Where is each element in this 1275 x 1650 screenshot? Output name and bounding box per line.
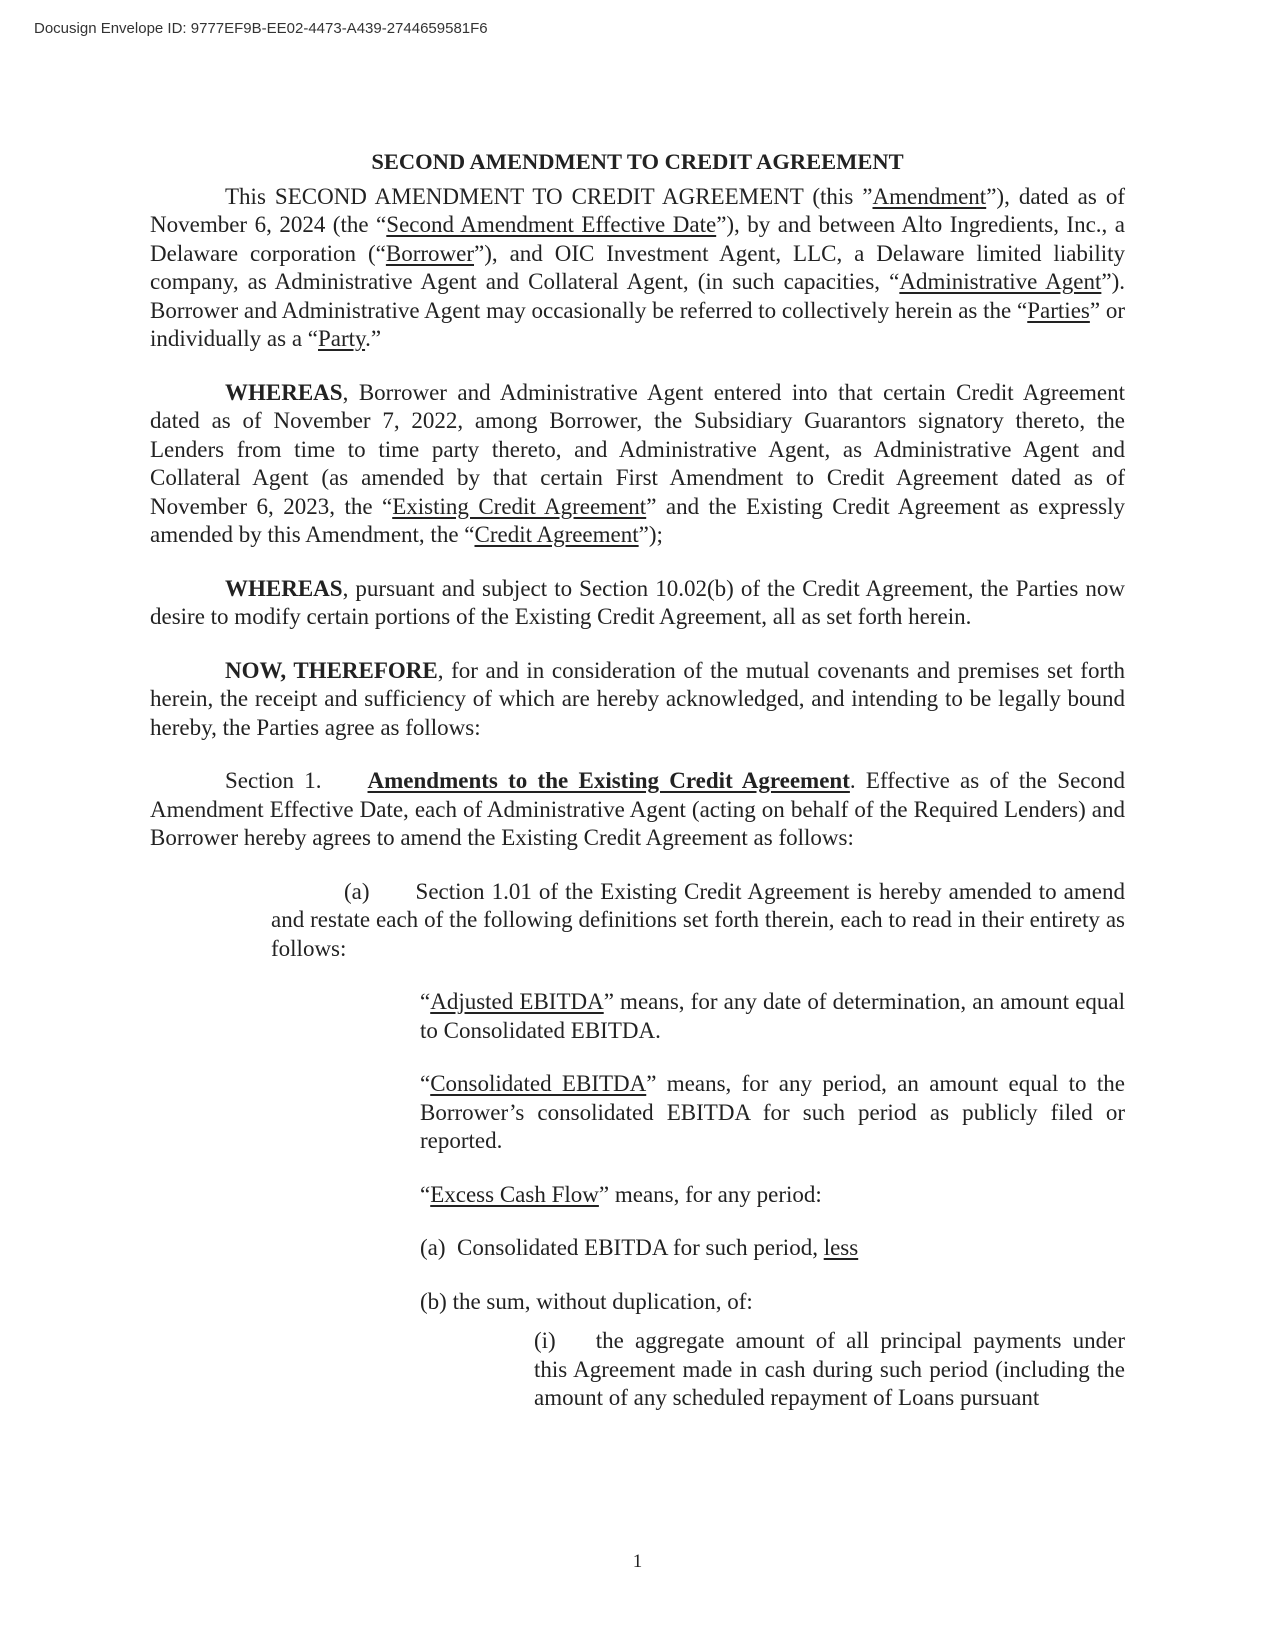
definition-excess-cash-flow: “Excess Cash Flow” means, for any period:: [420, 1181, 822, 1207]
page-number: 1: [632, 1551, 643, 1572]
document-title: SECOND AMENDMENT TO CREDIT AGREEMENT: [371, 149, 904, 174]
section-heading: Amendments to the Existing Credit Agreement: [367, 768, 850, 793]
defined-term-administrative-agent: Administrative Agent: [899, 269, 1102, 294]
subsection-a: (a) Section 1.01 of the Existing Credit Agreement is hereby amended to amend and restate each of the following definitions set forth therein, each to read in their entirety as follows:: [271, 878, 1125, 961]
defined-term-effective-date: Second Amendment Effective Date: [386, 212, 717, 237]
list-item-a: (a) Consolidated EBITDA for such period, less: [420, 1235, 859, 1260]
document-page: [150, 148, 1125, 1413]
now-therefore-paragraph: NOW, THEREFORE, for and in consideration of the mutual covenants and premises set forth herein, the receipt and sufficiency of which are hereby acknowledged, and intending to be legally bound hereby, the Parties agree as follows:: [150, 657, 1125, 740]
defined-term-amendment: Amendment: [872, 183, 987, 209]
definition-adjusted-ebitda: “Adjusted EBITDA” means, for any date of determination, an amount equal to Consolidated EBITDA.: [420, 989, 1126, 1043]
defined-term-parties: Parties: [1027, 297, 1090, 323]
defined-term-borrower: Borrower: [385, 240, 475, 266]
definition-consolidated-ebitda: “Consolidated EBITDA” means, for any period, an amount equal to the Borrower’s consolidated EBITDA for such period as publicly filed or reported.: [420, 1071, 1125, 1153]
defined-term-party: Party: [318, 326, 366, 351]
list-item-i: (i) the aggregate amount of all principal payments under this Agreement made in cash during such period (including the amount of any scheduled repayment of Loans pursuant: [534, 1328, 1125, 1410]
defined-term-credit-agreement: Credit Agreement: [474, 522, 639, 547]
defined-term-existing-credit-agreement: Existing Credit Agreement: [392, 493, 647, 519]
section-1-paragraph: Section 1. Amendments to the Existing Credit Agreement. Effective as of the Second Amendment Effective Date, each of Administrative Agent (acting on behalf of the Required Lenders) and Borrower hereby agrees to amend the Existing Credit Agreement as follows:: [150, 768, 1125, 850]
whereas-paragraph-2: WHEREAS, pursuant and subject to Section 10.02(b) of the Credit Agreement, the Parties now desire to modify certain portions of the Existing Credit Agreement, all as set forth herein.: [150, 575, 1125, 629]
list-item-b: (b) the sum, without duplication, of:: [420, 1288, 753, 1314]
whereas-paragraph-1: WHEREAS, Borrower and Administrative Agent entered into that certain Credit Agreement dated as of November 7, 2022, among Borrower, the Subsidiary Guarantors signatory thereto, the Lenders from time to time party thereto, and Administrative Agent, as Administrative Agent and Collateral Agent (as amended by that certain First Amendment to Credit Agreement dated as of November 6, 2023, the “Existing Credit Agreement” and the Existing Credit Agreement as expressly amended by this Amendment, the “Credit Agreement”);: [150, 379, 1125, 547]
docusign-envelope-id: Docusign Envelope ID: 9777EF9B-EE02-4473-A439-2744659581F6: [34, 20, 488, 37]
preamble-paragraph: This SECOND AMENDMENT TO CREDIT AGREEMENT (this ”Amendment”), dated as of November 6, 2024 (the “Second Amendment Effective Date”), by and between Alto Ingredients, Inc., a Delaware corporation (“Borrower”), and OIC Investment Agent, LLC, a Delaware limited liability company, as Administrative Agent and Collateral Agent, (in such capacities, “Administrative Agent”). Borrower and Administrative Agent may occasionally be referred to collectively herein as the “Parties” or individually as a “Party.”: [150, 183, 1126, 351]
section-number: Section 1.: [225, 768, 322, 793]
